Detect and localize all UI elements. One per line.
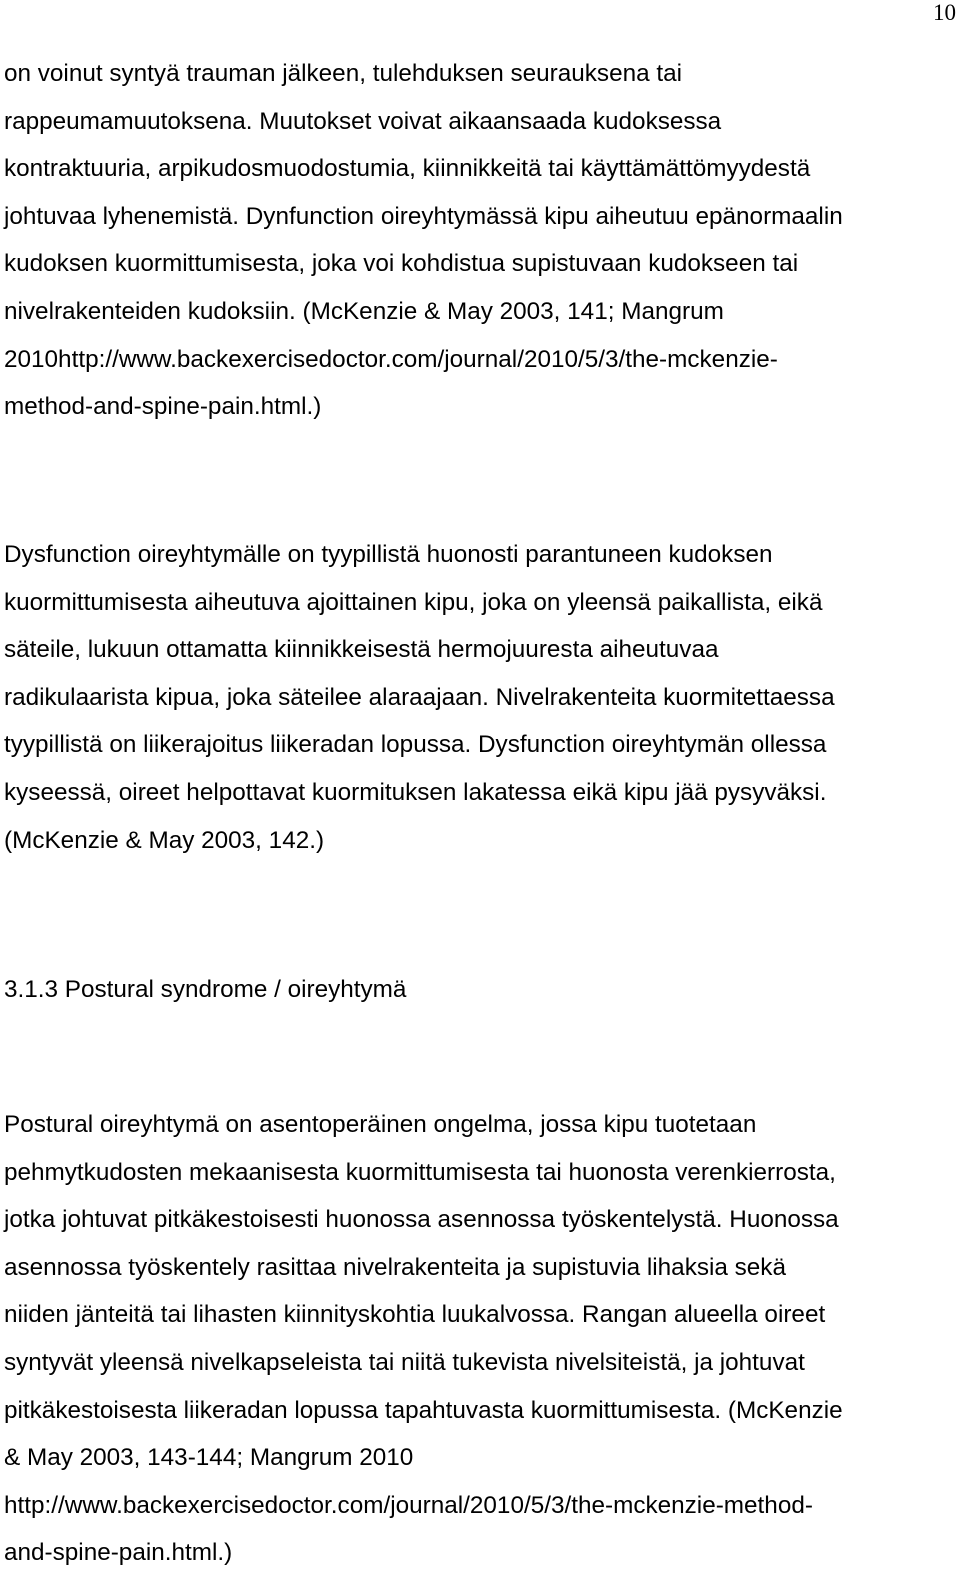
text-line: http://www.backexercisedoctor.com/journal/2010/5/3/the-mckenzie-method- (4, 1491, 813, 1519)
text-line: niiden jänteitä tai lihasten kiinnityskohtia luukalvossa. Rangan alueella oireet (4, 1301, 826, 1329)
text-line: kudoksen kuormittumisesta, joka voi kohdistua supistuvaan kudokseen tai (4, 250, 799, 278)
text-line: säteile, lukuun ottamatta kiinnikkeisestä hermojuuresta aiheutuvaa (4, 636, 719, 664)
text-line: on voinut syntyä trauman jälkeen, tulehduksen seurauksena tai (4, 60, 683, 87)
text-line: kontraktuuria, arpikudosmuodostumia, kiinnikkeitä tai käyttämättömyydestä (4, 155, 811, 183)
text-line: and-spine-pain.html.) (4, 1539, 233, 1567)
text-line: 2010http://www.backexercisedoctor.com/journal/2010/5/3/the-mckenzie- (4, 345, 778, 373)
text-line: kuormittumisesta aiheutuva ajoittainen kipu, joka on yleensä paikallista, eikä (4, 588, 823, 616)
text-line: pitkäkestoisesta liikeradan lopussa tapahtuvasta kuormittumisesta. (McKenzie (4, 1396, 843, 1424)
text-line: (McKenzie & May 2003, 142.) (4, 826, 325, 854)
text-line: Postural oireyhtymä on asentoperäinen ongelma, jossa kipu tuotetaan (4, 1111, 757, 1138)
text-line: syntyvät yleensä nivelkapseleista tai niitä tukevista nivelsiteistä, ja johtuvat (4, 1348, 805, 1376)
section-heading (4, 966, 954, 1014)
paragraph-dysfunction-symptoms (4, 531, 954, 864)
text-line: jotka johtuvat pitkäkestoisesti huonossa asennossa työskentelystä. Huonossa (4, 1206, 839, 1234)
text-line: Dysfunction oireyhtymälle on tyypillistä huonosti parantuneen kudoksen (4, 541, 773, 568)
page-number: 10 (933, 0, 956, 25)
text-line: tyypillistä on liikerajoitus liikeradan lopussa. Dysfunction oireyhtymän ollessa (4, 731, 827, 759)
paragraph-postural-syndrome (4, 1101, 954, 1577)
text-line: asennossa työskentely rasittaa nivelrakenteita ja supistuvia lihaksia sekä (4, 1253, 786, 1281)
paragraph-dysfunction-intro (4, 50, 954, 431)
text-line: nivelrakenteiden kudoksiin. (McKenzie & May 2003, 141; Mangrum (4, 297, 724, 325)
text-line: kyseessä, oireet helpottavat kuormituksen lakatessa eikä kipu jää pysyväksi. (4, 778, 827, 806)
text-line: pehmytkudosten mekaanisesta kuormittumisesta tai huonosta verenkierrosta, (4, 1158, 836, 1186)
heading-text: 3.1.3 Postural syndrome / oireyhtymä (4, 976, 407, 1003)
text-line: johtuvaa lyhenemistä. Dynfunction oireyhtymässä kipu aiheutuu epänormaalin (4, 202, 843, 230)
text-line: & May 2003, 143-144; Mangrum 2010 (4, 1444, 414, 1472)
text-line: method-and-spine-pain.html.) (4, 393, 322, 421)
text-line: radikulaarista kipua, joka säteilee alaraajaan. Nivelrakenteita kuormitettaessa (4, 683, 835, 711)
text-line: rappeumamuutoksena. Muutokset voivat aikaansaada kudoksessa (4, 107, 722, 135)
